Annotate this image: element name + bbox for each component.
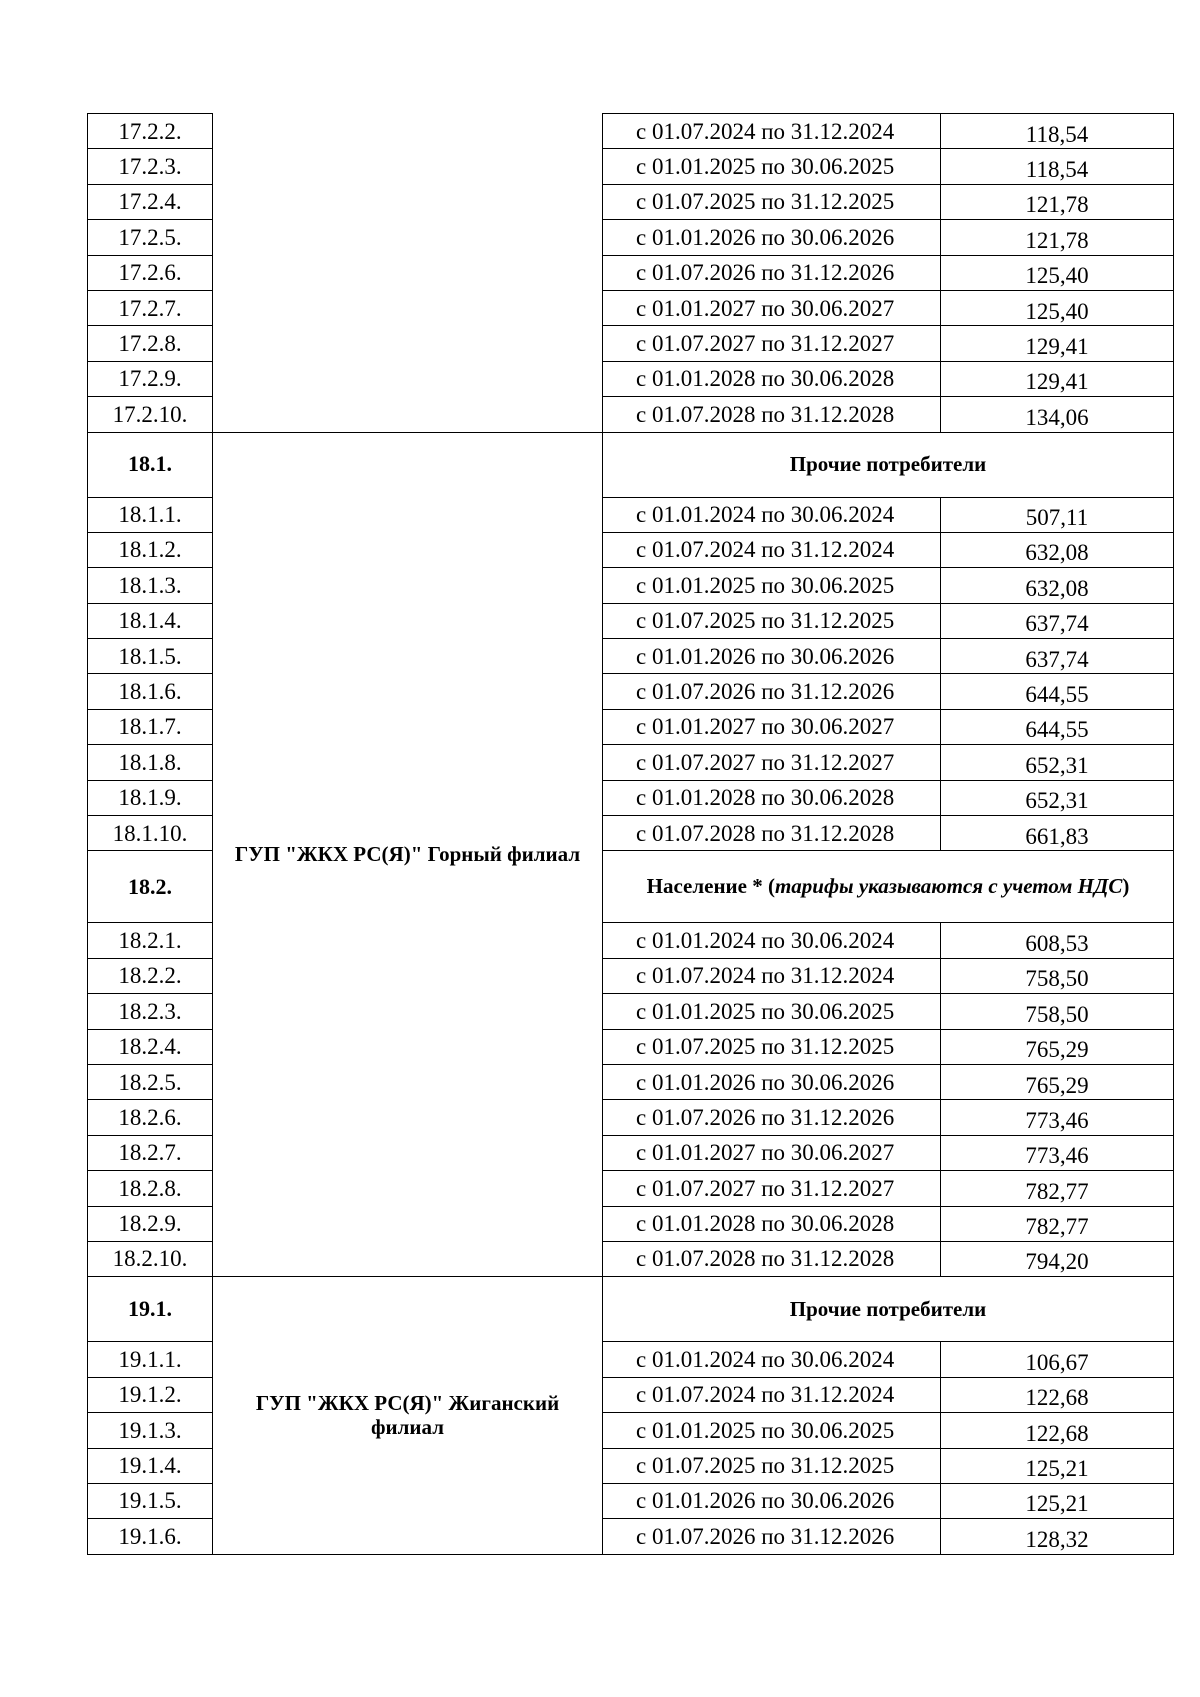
row-number: 18.2.5. bbox=[88, 1064, 213, 1099]
row-number: 17.2.5. bbox=[88, 220, 213, 255]
period-cell: с 01.01.2025 по 30.06.2025 bbox=[603, 568, 941, 603]
consumer-category: Прочие потребители bbox=[603, 1277, 1174, 1342]
period-cell: с 01.07.2028 по 31.12.2028 bbox=[603, 397, 941, 432]
period-cell: с 01.07.2026 по 31.12.2026 bbox=[603, 255, 941, 290]
tariff-value: 125,21 bbox=[941, 1448, 1174, 1483]
tariff-value: 121,78 bbox=[941, 220, 1174, 255]
tariff-value: 632,08 bbox=[941, 532, 1174, 567]
tariff-value: 122,68 bbox=[941, 1413, 1174, 1448]
tariff-value: 122,68 bbox=[941, 1377, 1174, 1412]
category-label-end: ) bbox=[1122, 874, 1130, 899]
tariff-value: 128,32 bbox=[941, 1519, 1174, 1554]
row-number: 19.1.3. bbox=[88, 1413, 213, 1448]
row-number: 17.2.3. bbox=[88, 149, 213, 184]
row-number: 18.1.1. bbox=[88, 497, 213, 532]
section-number: 19.1. bbox=[88, 1277, 213, 1342]
tariff-value: 644,55 bbox=[941, 674, 1174, 709]
section-number: 18.2. bbox=[88, 851, 213, 923]
period-cell: с 01.07.2024 по 31.12.2024 bbox=[603, 1377, 941, 1412]
tariff-value: 644,55 bbox=[941, 709, 1174, 744]
row-number: 18.1.4. bbox=[88, 603, 213, 638]
tariff-value: 608,53 bbox=[941, 923, 1174, 958]
organization-name: ГУП "ЖКХ РС(Я)" Жиганский филиал bbox=[213, 1277, 603, 1554]
consumer-category: Прочие потребители bbox=[603, 432, 1174, 497]
period-cell: с 01.07.2024 по 31.12.2024 bbox=[603, 958, 941, 993]
tariff-value: 507,11 bbox=[941, 497, 1174, 532]
period-cell: с 01.01.2026 по 30.06.2026 bbox=[603, 639, 941, 674]
section-number: 18.1. bbox=[88, 432, 213, 497]
tariff-value: 773,46 bbox=[941, 1135, 1174, 1170]
row-number: 18.1.10. bbox=[88, 816, 213, 851]
tariff-value: 121,78 bbox=[941, 184, 1174, 219]
tariff-value: 118,54 bbox=[941, 149, 1174, 184]
table-row bbox=[88, 114, 1174, 149]
row-number: 19.1.5. bbox=[88, 1483, 213, 1518]
period-cell: с 01.01.2026 по 30.06.2026 bbox=[603, 1064, 941, 1099]
tariff-value: 125,40 bbox=[941, 290, 1174, 325]
period-cell: с 01.01.2024 по 30.06.2024 bbox=[603, 497, 941, 532]
tariff-value: 782,77 bbox=[941, 1171, 1174, 1206]
row-number: 18.1.6. bbox=[88, 674, 213, 709]
period-cell: с 01.01.2024 по 30.06.2024 bbox=[603, 923, 941, 958]
tariff-value: 765,29 bbox=[941, 1064, 1174, 1099]
period-cell: с 01.07.2025 по 31.12.2025 bbox=[603, 1448, 941, 1483]
row-number: 19.1.2. bbox=[88, 1377, 213, 1412]
period-cell: с 01.07.2024 по 31.12.2024 bbox=[603, 114, 941, 149]
period-cell: с 01.07.2024 по 31.12.2024 bbox=[603, 532, 941, 567]
tariff-value: 106,67 bbox=[941, 1342, 1174, 1377]
tariff-value: 118,54 bbox=[941, 114, 1174, 149]
tariff-value: 652,31 bbox=[941, 745, 1174, 780]
row-number: 17.2.10. bbox=[88, 397, 213, 432]
period-cell: с 01.01.2027 по 30.06.2027 bbox=[603, 709, 941, 744]
period-cell: с 01.01.2027 по 30.06.2027 bbox=[603, 1135, 941, 1170]
row-number: 17.2.9. bbox=[88, 361, 213, 396]
row-number: 18.1.9. bbox=[88, 780, 213, 815]
row-number: 19.1.1. bbox=[88, 1342, 213, 1377]
period-cell: с 01.01.2028 по 30.06.2028 bbox=[603, 1206, 941, 1241]
period-cell: с 01.07.2027 по 31.12.2027 bbox=[603, 745, 941, 780]
tariff-value: 637,74 bbox=[941, 639, 1174, 674]
tariff-value: 652,31 bbox=[941, 780, 1174, 815]
period-cell: с 01.01.2025 по 30.06.2025 bbox=[603, 149, 941, 184]
row-number: 17.2.6. bbox=[88, 255, 213, 290]
row-number: 18.1.5. bbox=[88, 639, 213, 674]
period-cell: с 01.01.2028 по 30.06.2028 bbox=[603, 780, 941, 815]
tariff-value: 129,41 bbox=[941, 361, 1174, 396]
row-number: 18.2.2. bbox=[88, 958, 213, 993]
tariff-value: 661,83 bbox=[941, 816, 1174, 851]
row-number: 18.2.3. bbox=[88, 994, 213, 1029]
organization-name: ГУП "ЖКХ РС(Я)" Горный филиал bbox=[213, 432, 603, 1277]
row-number: 18.2.1. bbox=[88, 923, 213, 958]
tariff-table-body bbox=[88, 114, 1174, 1555]
organization-cell-continued bbox=[213, 114, 603, 433]
row-number: 18.1.8. bbox=[88, 745, 213, 780]
period-cell: с 01.07.2025 по 31.12.2025 bbox=[603, 1029, 941, 1064]
period-cell: с 01.07.2028 по 31.12.2028 bbox=[603, 816, 941, 851]
period-cell: с 01.07.2026 по 31.12.2026 bbox=[603, 1100, 941, 1135]
period-cell: с 01.07.2026 по 31.12.2026 bbox=[603, 674, 941, 709]
row-number: 18.2.9. bbox=[88, 1206, 213, 1241]
tariff-value: 134,06 bbox=[941, 397, 1174, 432]
tariff-value: 125,21 bbox=[941, 1483, 1174, 1518]
period-cell: с 01.01.2027 по 30.06.2027 bbox=[603, 290, 941, 325]
row-number: 18.1.3. bbox=[88, 568, 213, 603]
period-cell: с 01.07.2027 по 31.12.2027 bbox=[603, 326, 941, 361]
period-cell: с 01.07.2028 по 31.12.2028 bbox=[603, 1241, 941, 1276]
tariff-value: 765,29 bbox=[941, 1029, 1174, 1064]
row-number: 18.2.4. bbox=[88, 1029, 213, 1064]
section-header-row bbox=[88, 432, 1174, 497]
period-cell: с 01.07.2025 по 31.12.2025 bbox=[603, 603, 941, 638]
tariff-value: 637,74 bbox=[941, 603, 1174, 638]
tariff-value: 794,20 bbox=[941, 1241, 1174, 1276]
tariff-value: 782,77 bbox=[941, 1206, 1174, 1241]
consumer-category bbox=[603, 851, 1174, 923]
row-number: 17.2.4. bbox=[88, 184, 213, 219]
category-note: тарифы указываются с учетом НДС bbox=[774, 874, 1123, 899]
row-number: 19.1.6. bbox=[88, 1519, 213, 1554]
row-number: 17.2.8. bbox=[88, 326, 213, 361]
row-number: 18.2.7. bbox=[88, 1135, 213, 1170]
tariff-value: 758,50 bbox=[941, 994, 1174, 1029]
section-header-row bbox=[88, 1277, 1174, 1342]
period-cell: с 01.01.2026 по 30.06.2026 bbox=[603, 220, 941, 255]
tariff-table bbox=[87, 113, 1174, 1555]
tariff-value: 773,46 bbox=[941, 1100, 1174, 1135]
period-cell: с 01.07.2025 по 31.12.2025 bbox=[603, 184, 941, 219]
period-cell: с 01.01.2028 по 30.06.2028 bbox=[603, 361, 941, 396]
period-cell: с 01.01.2025 по 30.06.2025 bbox=[603, 1413, 941, 1448]
row-number: 18.1.7. bbox=[88, 709, 213, 744]
period-cell: с 01.01.2025 по 30.06.2025 bbox=[603, 994, 941, 1029]
tariff-value: 125,40 bbox=[941, 255, 1174, 290]
row-number: 18.2.8. bbox=[88, 1171, 213, 1206]
row-number: 18.2.10. bbox=[88, 1241, 213, 1276]
tariff-value: 632,08 bbox=[941, 568, 1174, 603]
row-number: 17.2.2. bbox=[88, 114, 213, 149]
period-cell: с 01.01.2024 по 30.06.2024 bbox=[603, 1342, 941, 1377]
period-cell: с 01.01.2026 по 30.06.2026 bbox=[603, 1483, 941, 1518]
category-label: Население * ( bbox=[646, 874, 775, 899]
row-number: 18.1.2. bbox=[88, 532, 213, 567]
row-number: 19.1.4. bbox=[88, 1448, 213, 1483]
row-number: 17.2.7. bbox=[88, 290, 213, 325]
tariff-value: 129,41 bbox=[941, 326, 1174, 361]
period-cell: с 01.07.2027 по 31.12.2027 bbox=[603, 1171, 941, 1206]
row-number: 18.2.6. bbox=[88, 1100, 213, 1135]
period-cell: с 01.07.2026 по 31.12.2026 bbox=[603, 1519, 941, 1554]
tariff-value: 758,50 bbox=[941, 958, 1174, 993]
